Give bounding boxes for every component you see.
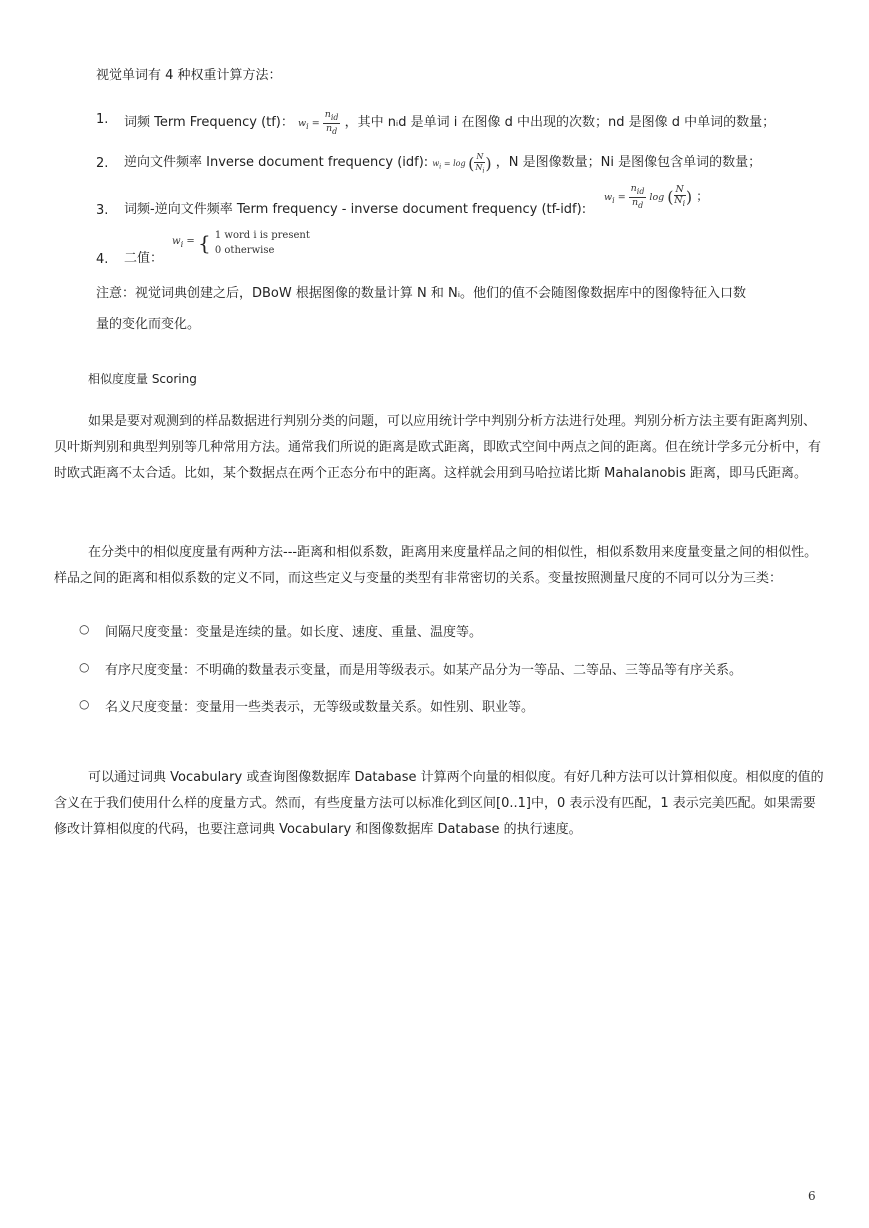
- bullet-marker: ○: [79, 622, 90, 636]
- intro-text: 视觉单词有 4 种权重计算方法：: [96, 68, 282, 83]
- item-label: 词频 Term Frequency (tf)：: [124, 114, 294, 130]
- item-number: 4.: [96, 252, 109, 267]
- item-label: 二值：: [124, 251, 164, 266]
- item-number: 2.: [96, 156, 109, 171]
- formula-tf: $w_i$ = $\frac{n_{id}}{n_d}$: [298, 109, 339, 136]
- formula-idf: $w_i = \log$ ( $\frac{N}{N_i}$ ): [432, 152, 492, 175]
- bullet-marker: ○: [79, 660, 90, 674]
- note-line-2: 量的变化而变化。: [96, 317, 201, 332]
- item-label: 词频-逆向文件频率 Term frequency - inverse document frequency (tf-idf):: [124, 202, 587, 217]
- item-desc: ，其中 nᵢd 是单词 i 在图像 d 中出现的次数；nd 是图像 d 中单词的数量；: [344, 114, 776, 130]
- list-item: [124, 152, 761, 176]
- list-item: 名义尺度变量：变量用一些类表示，无等级或数量关系。如性别、职业等。: [105, 700, 535, 715]
- note-line-1: 注意：视觉词典创建之后，DBoW 根据图像的数量计算 N 和 Nᵢ。他们的值不会随图像数据库中的图像特征入口数: [96, 286, 747, 301]
- paragraph-vocabulary: 可以通过词典 Vocabulary 或查询图像数据库 Database 计算两个向量的相似度。有好几种方法可以计算相似度。相似度的值的含义在于我们使用什么样的度量方式。然而，有些度量方法可以标准化到区间[0..1]中，0 表示没有匹配，1 表示完美匹配。如果需要修改计算相似度的代码，也要注意词典 Vocabulary 和图像数据库 Database 的执行速度。: [54, 770, 824, 837]
- paragraph-similarity: 在分类中的相似度度量有两种方法---距离和相似系数，距离用来度量样品之间的相似性，相似系数用来度量变量之间的相似性。样品之间的距离和相似系数的定义不同，而这些定义与变量的类型有非常密切的关系。变量按照测量尺度的不同可以分为三类：: [54, 545, 818, 586]
- section-heading: 相似度度量 Scoring: [88, 372, 197, 386]
- item-label: 逆向文件频率 Inverse document frequency (idf):: [124, 154, 429, 170]
- page-number: 6: [808, 1189, 816, 1203]
- binary-case-2: 0 otherwise: [214, 245, 275, 256]
- item-desc: ，N 是图像数量；Ni 是图像包含单词的数量；: [495, 154, 762, 170]
- list-item: 间隔尺度变量：变量是连续的量。如长度、速度、重量、温度等。: [105, 625, 483, 640]
- list-item: 有序尺度变量：不明确的数量表示变量，而是用等级表示。如某产品分为一等品、二等品、三等品等有序关系。: [105, 663, 743, 678]
- list-item: [124, 110, 775, 137]
- paragraph-distance: 如果是要对观测到的样品数据进行判别分类的问题，可以应用统计学中判别分析方法进行处理。判别分析方法主要有距离判别、贝叶斯判别和典型判别等几种常用方法。通常我们所说的距离是欧式距离，即欧式空间中两点之间的距离。但在统计学多元分析中，有时欧式距离不太合适。比如，某个数据点在两个正态分布中的距离。这样就会用到马哈拉诺比斯 Mahalanobis 距离，即马氏距离。: [54, 414, 822, 481]
- item-number: 1.: [96, 112, 109, 127]
- formula-tfidf: $w_i$ = $\frac{n_{id}}{n_d}$ log ( $\frac{N}{N_i}$ ) ；: [604, 183, 709, 210]
- formula-binary: $w_i$ = { 1 word i is present 0 otherwise: [172, 230, 310, 256]
- list-item: [124, 200, 586, 220]
- bullet-marker: ○: [79, 697, 90, 711]
- item-desc: ；: [696, 188, 709, 203]
- item-number: 3.: [96, 203, 109, 218]
- binary-case-1: 1 word i is present: [214, 230, 310, 241]
